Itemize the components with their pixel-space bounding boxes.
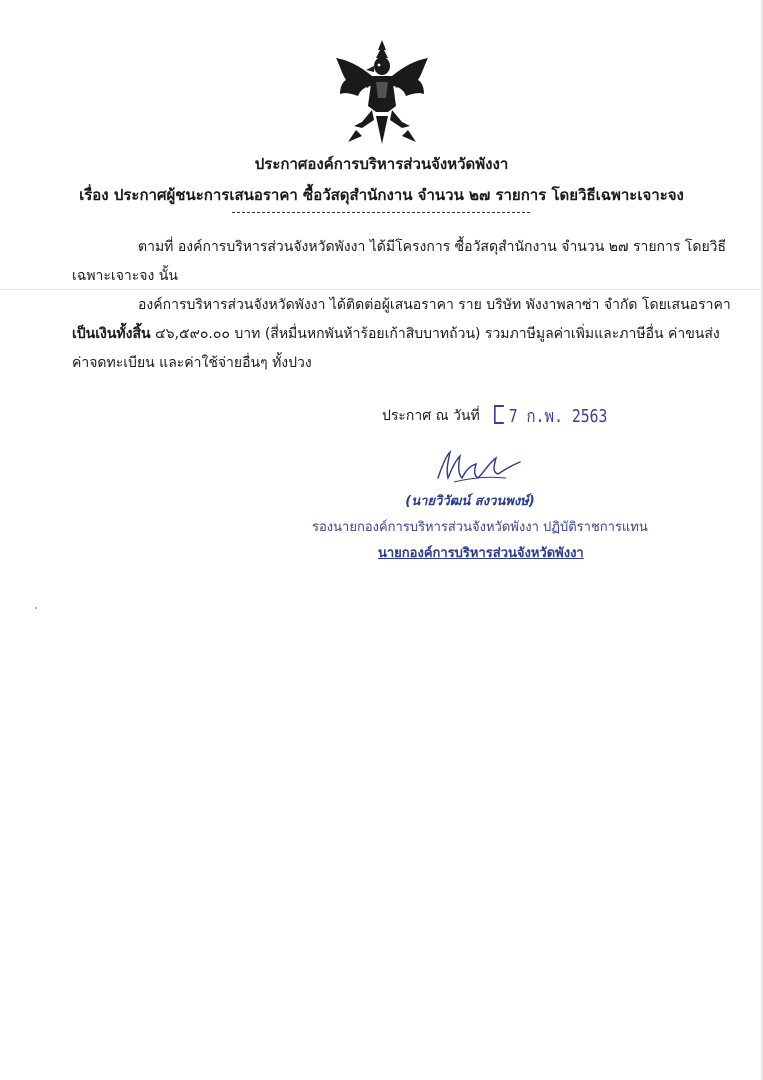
signer-position-line2-text: นายกองค์การบริหารส่วนจังหวัดพังงา — [378, 546, 584, 561]
amount-text: ๔๖,๕๙๐.๐๐ บาท (สี่หมื่นหกพันห้าร้อยเก้าสิบบาทถ้วน) รวมภาษีมูลค่าเพิ่มและภาษีอื่น ค่าขนส่ง — [150, 326, 720, 342]
signer-name: (นายวิวัฒน์ สงวนพงษ์) — [405, 494, 535, 509]
paragraph1-line1: ตามที่ องค์การบริหารส่วนจังหวัดพังงา ได้มีโครงการ ซื้อวัสดุสำนักงาน จำนวน ๒๗ รายการ โดยวิธี — [138, 239, 727, 255]
title-divider — [232, 212, 530, 213]
signer-position-line1: รองนายกองค์การบริหารส่วนจังหวัดพังงา ปฏิบัติราชการแทน — [312, 520, 648, 535]
stamp-mark-icon — [494, 405, 504, 424]
paragraph1-line2: เฉพาะเจาะจง นั้น — [72, 268, 178, 284]
paragraph2-line2 — [72, 323, 720, 345]
fold-line — [0, 289, 763, 290]
paragraph2-line3: ค่าจดทะเบียน และค่าใช้จ่ายอื่นๆ ทั้งปวง — [72, 355, 312, 371]
date-stamp — [494, 401, 607, 430]
document-title: ประกาศองค์การบริหารส่วนจังหวัดพังงา — [254, 155, 509, 173]
document-subject: เรื่อง ประกาศผู้ชนะการเสนอราคา ซื้อวัสดุสำนักงาน จำนวน ๒๗ รายการ โดยวิธีเฉพาะเจาะจง — [79, 186, 684, 204]
signer-position-line2 — [378, 542, 584, 563]
amount-prefix: เป็นเงินทั้งสิ้น — [72, 326, 151, 342]
garuda-emblem-icon — [332, 36, 432, 148]
date-stamp-text: 7 ก.พ. 2563 — [508, 406, 608, 427]
scan-speck — [35, 607, 37, 609]
paragraph2-line1: องค์การบริหารส่วนจังหวัดพังงา ได้ติดต่อผู้เสนอราคา ราย บริษัท พังงาพลาซ่า จำกัด โดยเสนอราคา — [138, 297, 731, 313]
date-label: ประกาศ ณ วันที่ — [382, 408, 480, 424]
handwritten-signature-icon — [424, 448, 524, 486]
